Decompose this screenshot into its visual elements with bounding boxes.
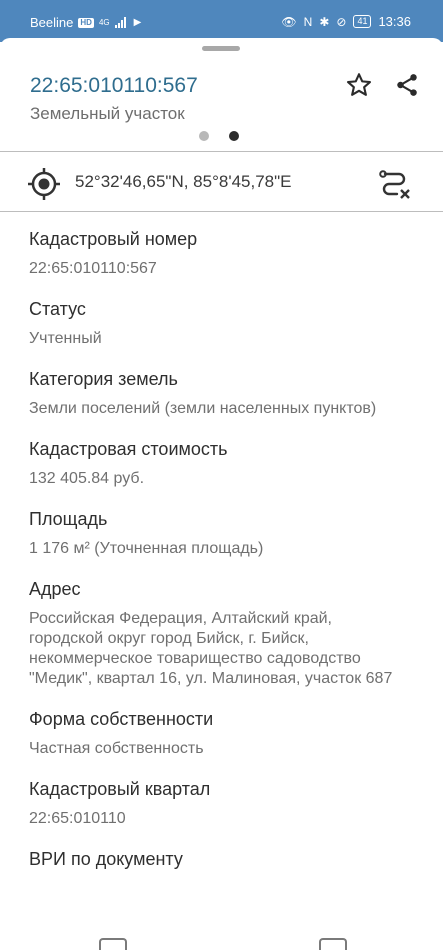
- network-type: 4G: [98, 17, 110, 27]
- status-left: [30, 15, 141, 30]
- field-value: 132 405.84 руб.: [29, 470, 145, 487]
- parcel-subtitle: Земельный участок: [30, 104, 185, 123]
- field-label: Площадь: [29, 509, 108, 529]
- coordinates-text[interactable]: 52°32'46,65"N, 85°8'45,78"E: [75, 172, 292, 191]
- field-address: [29, 578, 434, 689]
- hd-badge: HD: [80, 17, 92, 27]
- dnd-icon: ⊘: [336, 14, 347, 29]
- eye-icon: 👁: [281, 14, 297, 29]
- field-label: Адрес: [29, 579, 81, 599]
- field-label: Кадастровый номер: [29, 229, 198, 249]
- crosshair-icon[interactable]: [26, 166, 62, 202]
- field-land-category: [29, 368, 434, 419]
- page-indicator: [199, 131, 239, 141]
- field-label: ВРИ по документу: [29, 849, 183, 869]
- bottom-nav-icon[interactable]: [99, 938, 127, 950]
- field-label: Кадастровая стоимость: [29, 439, 228, 459]
- route-icon[interactable]: [377, 166, 413, 202]
- field-ownership-form: [29, 708, 434, 759]
- field-value: Земли поселений (земли населенных пунктов): [29, 400, 377, 417]
- battery-icon: 41: [353, 15, 371, 28]
- field-cadastral-quarter: [29, 778, 434, 829]
- field-cadastral-number: [29, 228, 434, 279]
- divider: [0, 211, 443, 212]
- share-icon[interactable]: [394, 72, 420, 98]
- page-dot[interactable]: [199, 131, 209, 141]
- play-icon: ▶: [133, 17, 142, 28]
- field-value: 22:65:010110:567: [29, 260, 157, 277]
- page-dot-active[interactable]: [229, 131, 239, 141]
- star-icon[interactable]: [345, 71, 373, 99]
- field-value: 1 176 м² (Уточненная площадь): [29, 540, 264, 557]
- field-label: Статус: [29, 299, 86, 319]
- parcel-title: 22:65:010110:567: [30, 74, 198, 97]
- bottom-nav-icon[interactable]: [319, 938, 347, 950]
- field-area: [29, 508, 434, 559]
- field-permitted-use: [29, 848, 434, 870]
- field-cadastral-value: [29, 438, 434, 489]
- field-label: Кадастровый квартал: [29, 779, 211, 799]
- signal-icon: [115, 17, 126, 28]
- parcel-fields-list: [29, 228, 434, 889]
- nfc-icon: N: [303, 14, 313, 29]
- field-value: Российская Федерация, Алтайский край, городской округ город Бийск, г. Бийск, некоммерческое товарищество садоводство "Медик", квартал 16, ул. Малиновая, участок 687: [29, 610, 393, 687]
- field-label: Категория земель: [29, 369, 178, 389]
- field-value: Учтенный: [29, 330, 102, 347]
- field-value: 22:65:010110: [29, 810, 126, 827]
- status-right: [281, 14, 411, 29]
- drag-handle[interactable]: [202, 46, 240, 51]
- coordinates-row: [0, 152, 443, 210]
- status-bar: [0, 0, 443, 42]
- field-value: Частная собственность: [29, 740, 204, 757]
- parcel-info-sheet: [0, 38, 443, 910]
- field-status: [29, 298, 434, 349]
- bluetooth-icon: ✱: [319, 14, 330, 29]
- carrier-name: Beeline: [30, 15, 74, 30]
- clock: 13:36: [378, 14, 411, 29]
- field-label: Форма собственности: [29, 709, 214, 729]
